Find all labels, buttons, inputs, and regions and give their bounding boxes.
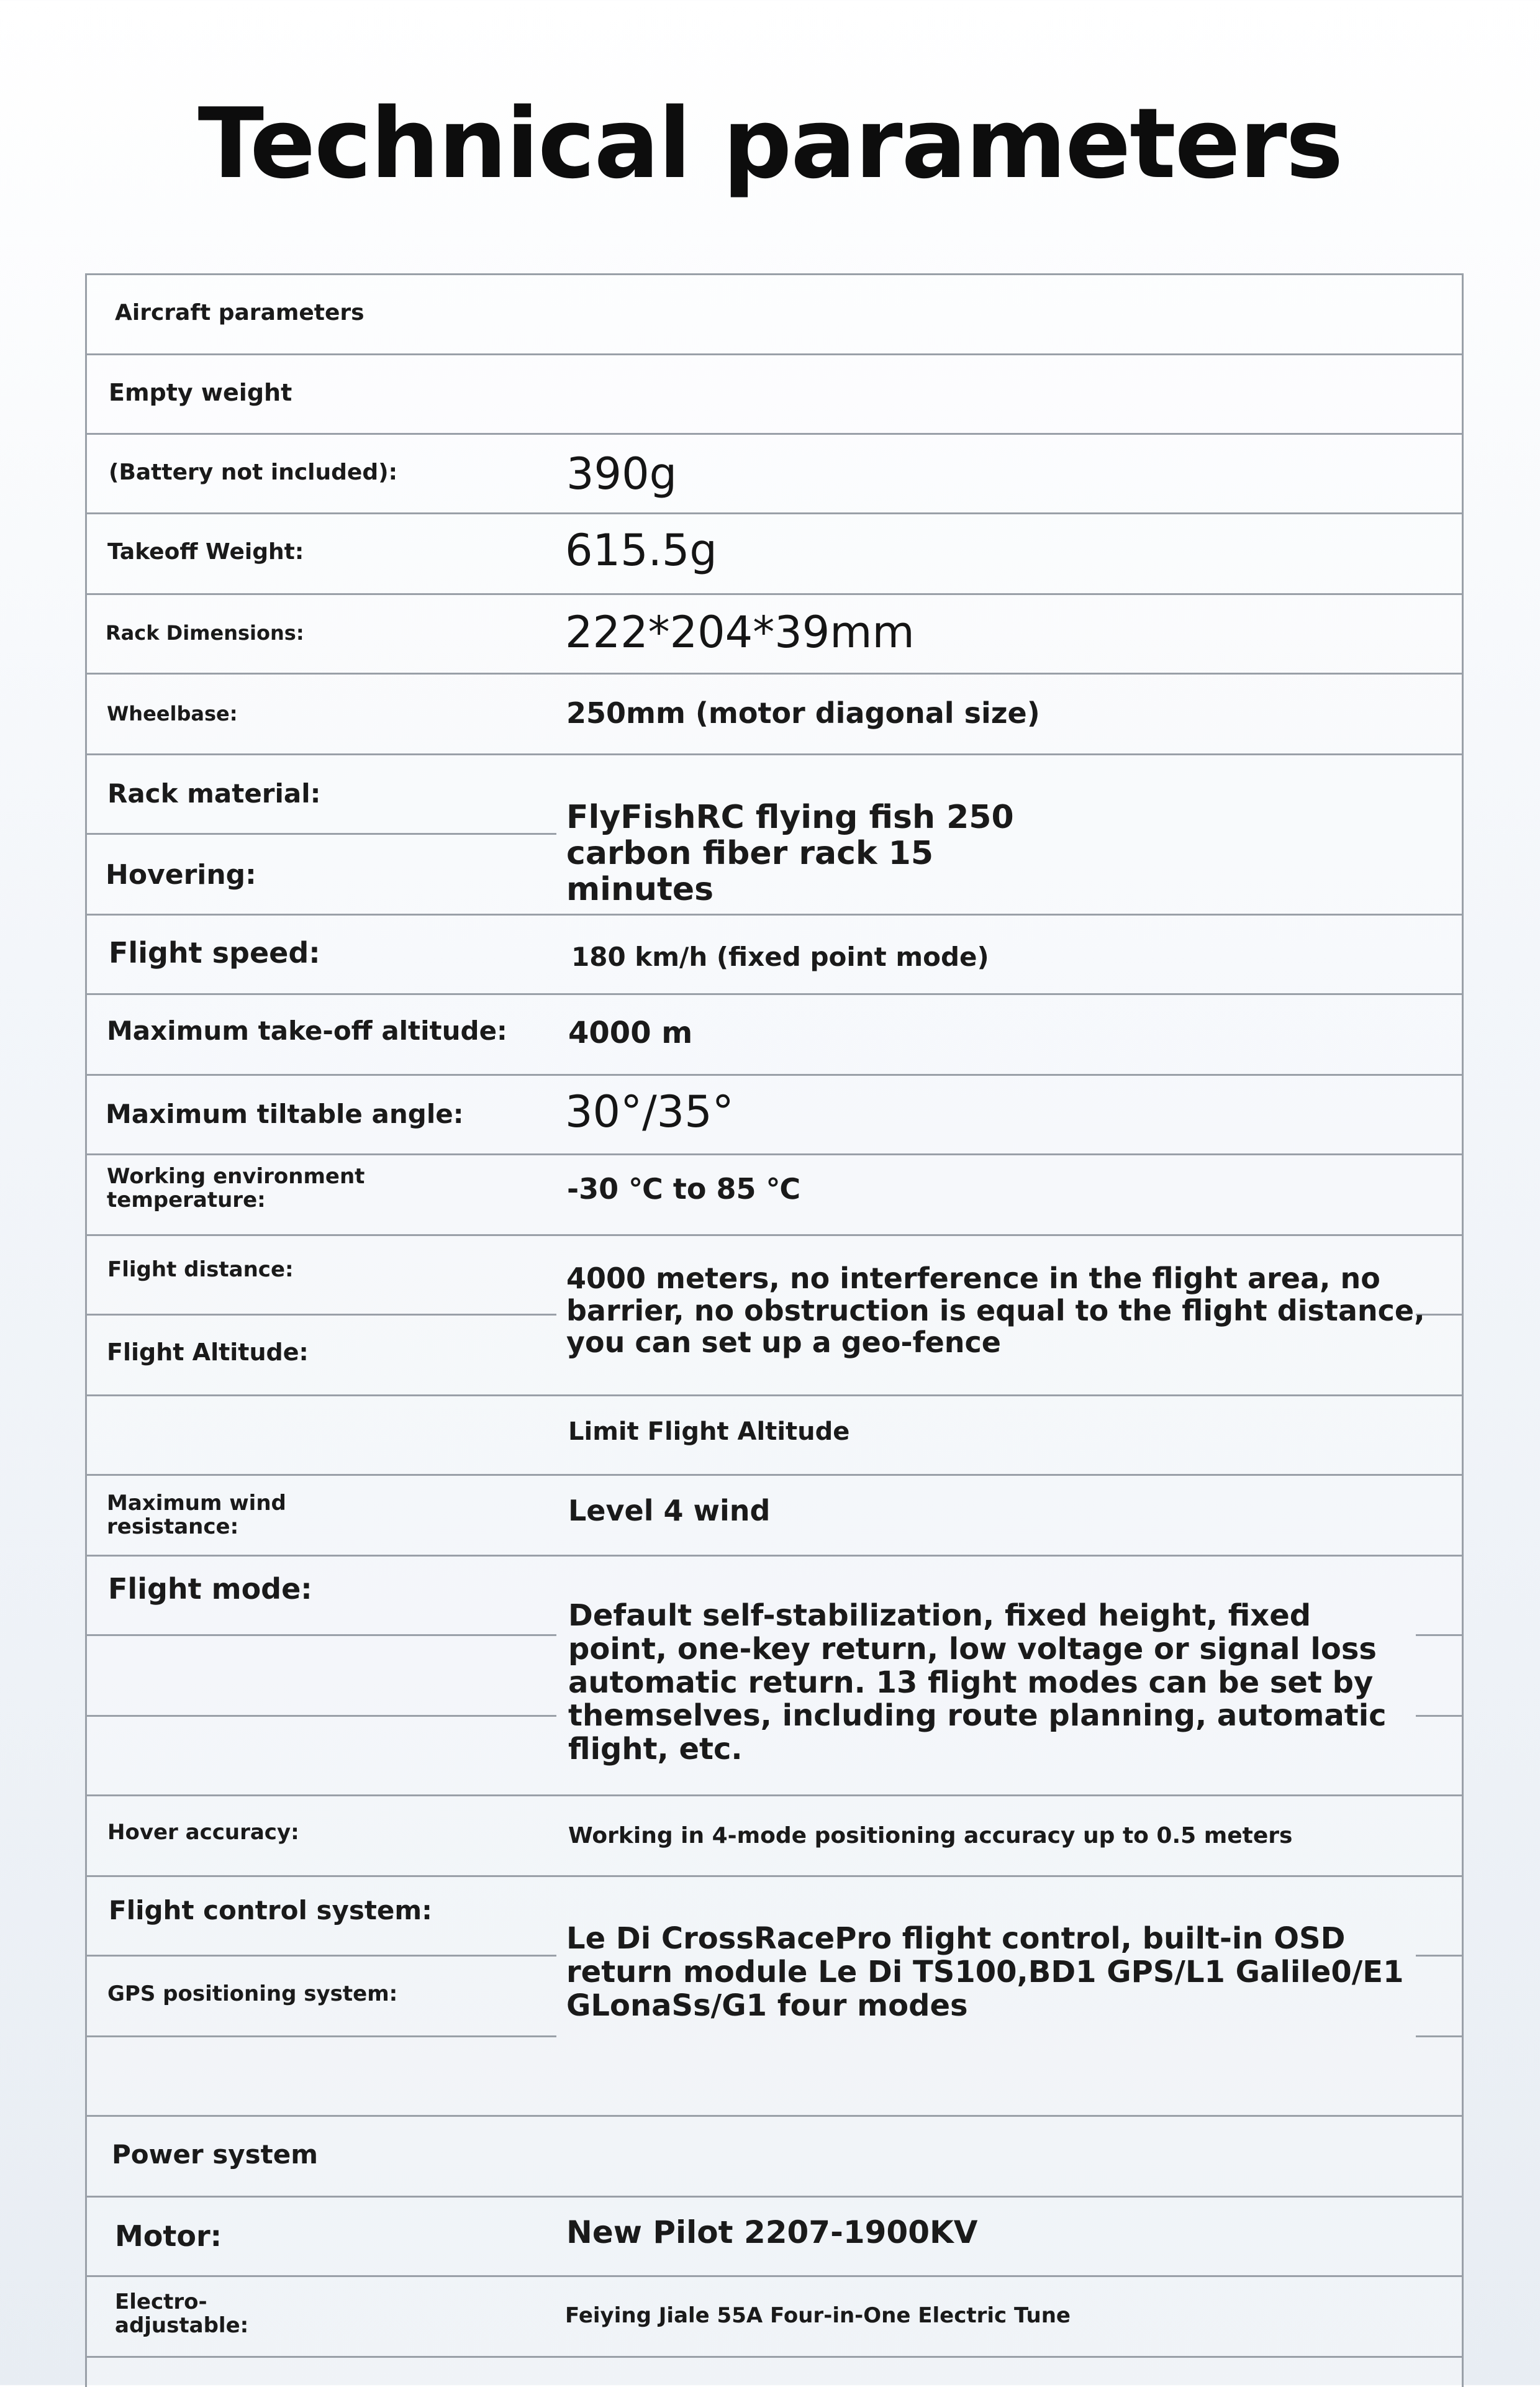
parameters-table (85, 273, 1464, 2387)
value-rack-material: FlyFishRC flying fish 250 carbon fiber rack 15 minutes (566, 799, 1014, 909)
row-divider (87, 512, 1462, 514)
value-working-temperature: -30 ℃ to 85 ℃ (567, 1172, 801, 1206)
row-divider (87, 993, 1462, 995)
row-divider (87, 673, 1462, 675)
row-divider (87, 1314, 556, 1316)
row-divider (87, 914, 1462, 916)
value-takeoff-weight: 615.5g (565, 525, 717, 576)
row-divider (1416, 1634, 1462, 1636)
value-max-wind-resistance: Level 4 wind (568, 1494, 771, 1527)
label-max-tiltable-angle: Maximum tiltable angle: (106, 1099, 464, 1129)
value-max-takeoff-altitude: 4000 m (568, 1016, 693, 1050)
row-divider (87, 2356, 1462, 2358)
label-takeoff-weight: Takeoff Weight: (107, 539, 304, 565)
row-divider (87, 1555, 1462, 1557)
label-hover-accuracy: Hover accuracy: (107, 1820, 299, 1845)
label-flight-control-system: Flight control system: (109, 1895, 432, 1926)
value-electro-adjustable: Feiying Jiale 55A Four-in-One Electric Tune (565, 2303, 1071, 2328)
label-max-wind-resistance: Maximum wind resistance: (107, 1491, 286, 1540)
row-divider (87, 2035, 556, 2037)
label-electro-adjustable: Electro-adjustable: (115, 2289, 249, 2339)
value-flight-distance: 4000 meters, no interference in the flight area, no barrier, no obstruction is equal to the flight distance, you can set up a geo-fence (566, 1262, 1425, 1360)
row-divider (87, 433, 1462, 435)
section-power-system: Power system (112, 2139, 318, 2170)
value-flight-mode: Default self-stabilization, fixed height, fixed point, one-key return, low voltage or signal loss automatic return. 13 flight modes can be set by themselves, including route planning, automatic flight, etc. (568, 1598, 1387, 1766)
value-limit-flight-altitude: Limit Flight Altitude (568, 1417, 850, 1446)
label-flight-altitude: Flight Altitude: (107, 1339, 309, 1366)
row-divider (87, 1955, 556, 1957)
value-max-tiltable-angle: 30°/35° (565, 1086, 734, 1137)
row-divider (87, 2275, 1462, 2277)
row-divider (87, 1474, 1462, 1476)
label-gps-positioning: GPS positioning system: (107, 1981, 398, 2006)
row-divider (87, 593, 1462, 595)
label-flight-distance: Flight distance: (107, 1257, 294, 1282)
label-rack-material: Rack material: (107, 778, 321, 809)
row-divider (87, 2196, 1462, 2198)
row-divider (87, 1634, 556, 1636)
label-flight-speed: Flight speed: (109, 936, 320, 970)
label-motor: Motor: (115, 2219, 222, 2253)
row-divider (87, 1074, 1462, 1076)
row-divider (87, 1153, 1462, 1155)
value-flight-control-system: Le Di CrossRacePro flight control, built-in OSD return module Le Di TS100,BD1 GPS/L1 Galile0/E1 GLonaSs/G1 four modes (566, 1921, 1404, 2023)
label-rack-dimensions: Rack Dimensions: (106, 621, 304, 645)
row-divider (1416, 2035, 1462, 2037)
value-rack-dimensions: 222*204*39mm (565, 607, 915, 658)
row-divider (87, 2115, 1462, 2117)
row-divider (1416, 1715, 1462, 1717)
value-wheelbase: 250mm (motor diagonal size) (566, 696, 1040, 730)
page-title: Technical parameters (197, 87, 1343, 200)
section-aircraft-parameters: Aircraft parameters (115, 300, 365, 325)
row-divider (87, 1794, 1462, 1796)
label-battery: (Battery not included): (109, 460, 397, 485)
value-flight-speed: 180 km/h (fixed point mode) (571, 942, 989, 972)
value-battery: 390g (566, 448, 677, 499)
label-max-takeoff-altitude: Maximum take-off altitude: (107, 1016, 507, 1046)
row-divider (87, 753, 1462, 755)
row-divider (87, 1234, 1462, 1236)
value-motor: New Pilot 2207-1900KV (566, 2214, 978, 2250)
row-divider (87, 1394, 1462, 1396)
value-hover-accuracy: Working in 4-mode positioning accuracy up to 0.5 meters (568, 1823, 1293, 1848)
label-empty-weight: Empty weight (109, 379, 292, 406)
row-divider (87, 353, 1462, 355)
label-working-temperature: Working environment temperature: (107, 1164, 365, 1213)
label-flight-mode: Flight mode: (108, 1572, 312, 1606)
row-divider (87, 1715, 556, 1717)
row-divider (87, 833, 556, 835)
label-wheelbase: Wheelbase: (107, 702, 238, 725)
label-hovering: Hovering: (106, 859, 256, 891)
row-divider (87, 1875, 1462, 1877)
